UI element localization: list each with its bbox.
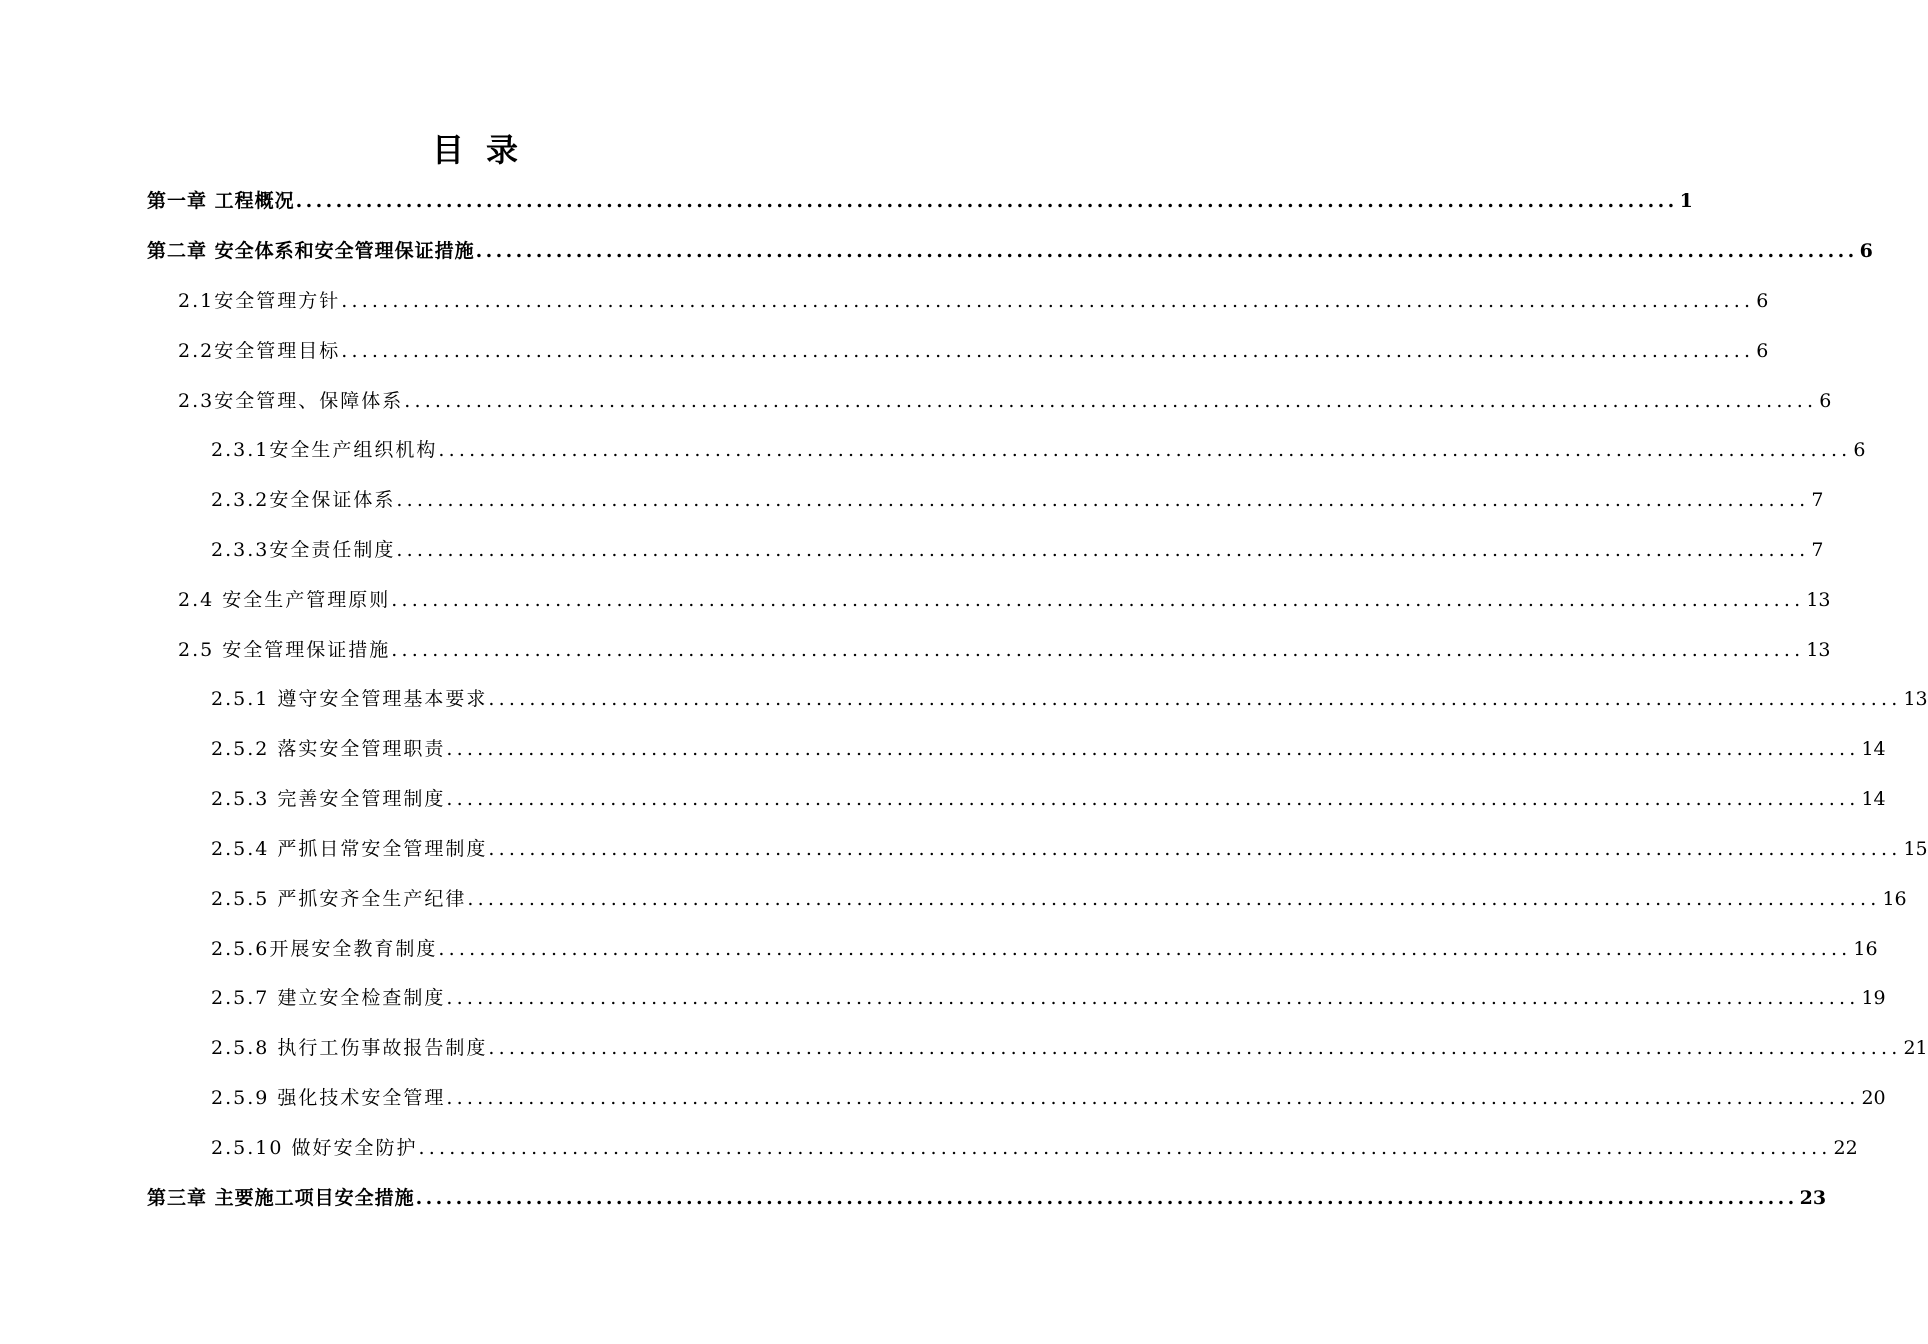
toc-leader-dots: ..........................................................................................................................................	[488, 688, 1902, 710]
toc-leader-dots: ..........................................................................................................................................	[446, 738, 1860, 760]
toc-entry-2-5-9[interactable]	[211, 1084, 1886, 1112]
toc-entry-page: 13	[1806, 639, 1831, 661]
toc-entry-2-3-1[interactable]	[211, 436, 1866, 464]
toc-entry-label: 第三章 主要施工项目安全措施	[147, 1187, 415, 1209]
toc-entry-chapter-2[interactable]	[147, 237, 1873, 265]
toc-leader-dots: ..........................................................................................................................................	[475, 240, 1858, 262]
toc-leader-dots: ..........................................................................................................................................	[467, 888, 1881, 910]
toc-entry-2-5-8[interactable]	[211, 1034, 1928, 1062]
toc-entry-page: 22	[1833, 1137, 1858, 1159]
toc-entry-page: 1	[1679, 190, 1693, 212]
toc-entry-chapter-3[interactable]	[147, 1184, 1827, 1212]
toc-entry-label: 2.5.8 执行工伤事故报告制度	[211, 1037, 488, 1059]
toc-entry-label: 2.3安全管理、保障体系	[178, 390, 404, 412]
toc-entry-label: 2.5.4 严抓日常安全管理制度	[211, 838, 488, 860]
toc-entry-label: 2.5.10 做好安全防护	[211, 1137, 418, 1159]
toc-entry-label: 2.5.2 落实安全管理职责	[211, 738, 446, 760]
toc-entry-label: 2.5.5 严抓安齐全生产纪律	[211, 888, 467, 910]
toc-leader-dots: ..........................................................................................................................................	[446, 987, 1860, 1009]
toc-title: 目录	[431, 131, 540, 169]
toc-leader-dots: ..........................................................................................................................................	[446, 788, 1860, 810]
toc-entry-label: 2.5.1 遵守安全管理基本要求	[211, 688, 488, 710]
toc-entry-2-2[interactable]	[178, 337, 1769, 365]
toc-leader-dots: ..........................................................................................................................................	[341, 340, 1755, 362]
toc-entry-label: 2.2安全管理目标	[178, 340, 341, 362]
toc-entry-label: 2.5.3 完善安全管理制度	[211, 788, 446, 810]
toc-entry-page: 15	[1903, 838, 1928, 860]
toc-entry-page: 6	[1859, 240, 1873, 262]
toc-entry-page: 23	[1799, 1187, 1827, 1209]
toc-leader-dots: ..........................................................................................................................................	[404, 390, 1818, 412]
toc-entry-2-5-1[interactable]	[211, 685, 1928, 713]
toc-entry-2-5-2[interactable]	[211, 735, 1886, 763]
toc-entry-2-5-7[interactable]	[211, 984, 1886, 1012]
toc-entry-page: 6	[1756, 290, 1769, 312]
toc-entry-page: 16	[1853, 938, 1878, 960]
toc-entry-label: 2.4 安全生产管理原则	[178, 589, 391, 611]
toc-leader-dots: ..........................................................................................................................................	[341, 290, 1755, 312]
toc-entry-2-5[interactable]	[178, 636, 1831, 664]
toc-entry-label: 2.5.9 强化技术安全管理	[211, 1087, 446, 1109]
toc-entry-page: 14	[1861, 788, 1886, 810]
toc-entry-2-3[interactable]	[178, 387, 1832, 415]
toc-entry-2-1[interactable]	[178, 287, 1769, 315]
toc-entry-2-5-3[interactable]	[211, 785, 1886, 813]
toc-entry-page: 19	[1861, 987, 1886, 1009]
toc-entry-page: 7	[1811, 489, 1824, 511]
toc-leader-dots: ..........................................................................................................................................	[488, 838, 1902, 860]
toc-entry-page: 6	[1756, 340, 1769, 362]
toc-leader-dots: ..........................................................................................................................................	[391, 639, 1805, 661]
toc-entry-page: 13	[1806, 589, 1831, 611]
toc-entry-2-3-3[interactable]	[211, 536, 1824, 564]
toc-entry-page: 6	[1819, 390, 1832, 412]
toc-entry-page: 7	[1811, 539, 1824, 561]
toc-entry-2-3-2[interactable]	[211, 486, 1824, 514]
toc-entry-label: 2.1安全管理方针	[178, 290, 341, 312]
toc-entry-page: 14	[1861, 738, 1886, 760]
toc-entry-label: 2.3.2安全保证体系	[211, 489, 396, 511]
toc-leader-dots: ..........................................................................................................................................	[391, 589, 1805, 611]
toc-leader-dots: ..........................................................................................................................................	[438, 439, 1852, 461]
toc-entry-2-5-10[interactable]	[211, 1134, 1858, 1162]
toc-entry-label: 第二章 安全体系和安全管理保证措施	[147, 240, 475, 262]
toc-leader-dots: ..........................................................................................................................................	[396, 489, 1810, 511]
toc-leader-dots: ..........................................................................................................................................	[418, 1137, 1832, 1159]
toc-entry-label: 2.5.7 建立安全检查制度	[211, 987, 446, 1009]
toc-entry-page: 6	[1853, 439, 1866, 461]
toc-leader-dots: ..........................................................................................................................................	[396, 539, 1810, 561]
toc-entry-page: 20	[1861, 1087, 1886, 1109]
toc-entry-page: 21	[1903, 1037, 1928, 1059]
toc-entry-2-4[interactable]	[178, 586, 1831, 614]
toc-leader-dots: ..........................................................................................................................................	[415, 1187, 1798, 1209]
toc-entry-label: 2.3.3安全责任制度	[211, 539, 396, 561]
toc-leader-dots: ..........................................................................................................................................	[295, 190, 1678, 212]
toc-leader-dots: ..........................................................................................................................................	[488, 1037, 1902, 1059]
toc-entry-label: 2.3.1安全生产组织机构	[211, 439, 438, 461]
toc-entry-chapter-1[interactable]	[147, 187, 1693, 215]
toc-entry-page: 13	[1903, 688, 1928, 710]
toc-entry-page: 16	[1882, 888, 1907, 910]
toc-entry-label: 2.5.6开展安全教育制度	[211, 938, 438, 960]
toc-entry-2-5-4[interactable]	[211, 835, 1928, 863]
toc-entry-2-5-5[interactable]	[211, 885, 1907, 913]
toc-leader-dots: ..........................................................................................................................................	[446, 1087, 1860, 1109]
toc-entry-label: 2.5 安全管理保证措施	[178, 639, 391, 661]
toc-entry-label: 第一章 工程概况	[147, 190, 295, 212]
toc-leader-dots: ..........................................................................................................................................	[438, 938, 1852, 960]
toc-entry-2-5-6[interactable]	[211, 935, 1878, 963]
